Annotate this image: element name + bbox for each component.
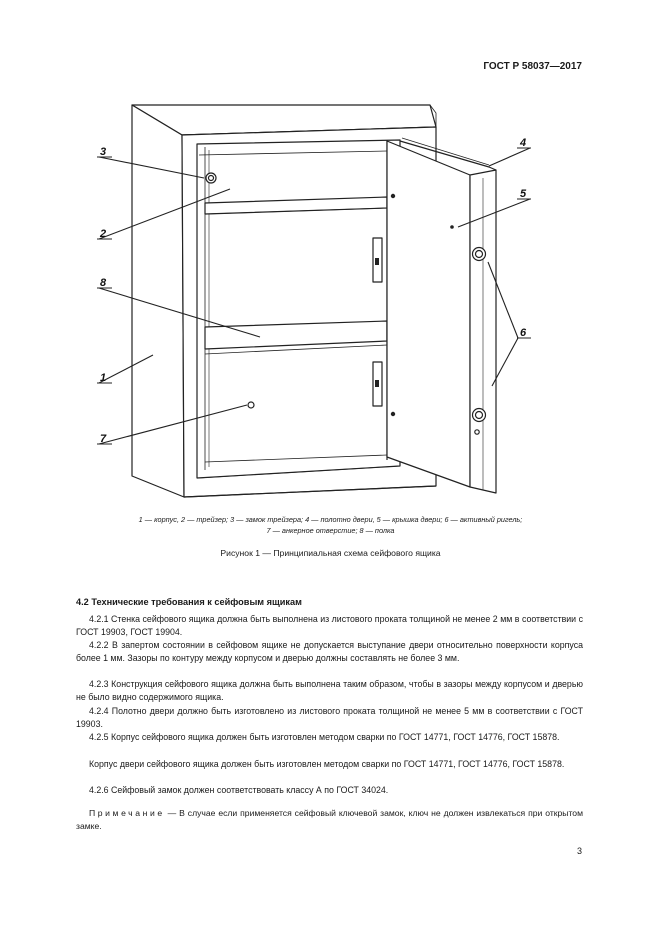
section-heading: 4.2 Технические требования к сейфовым ящикам (76, 597, 302, 607)
figure-legend (60, 514, 601, 536)
figure-legend-line-1: 1 — корпус, 2 — трейзер; 3 — замок трейзера; 4 — полотно двери, 5 — крышка двери; 6 — активный ригель; (138, 515, 523, 524)
paragraph-4-2-4: 4.2.4 Полотно двери должно быть изготовлено из листового проката толщиной не менее 5 мм в соответствии с ГОСТ 19903. (76, 706, 583, 729)
callout-4: 4 (520, 137, 527, 149)
callout-3: 3 (100, 146, 107, 158)
paragraph-4-2-5: 4.2.5 Корпус сейфового ящика должен быть изготовлен методом сварки по ГОСТ 14771, ГОСТ 14776, ГОСТ 15878. (89, 732, 560, 742)
note-label: Примечание (89, 808, 165, 818)
callout-1: 1 (100, 372, 107, 384)
safe-box-diagram (80, 95, 540, 505)
document-code: ГОСТ Р 58037—2017 (483, 61, 582, 72)
paragraph-4-2-2: 4.2.2 В запертом состоянии в сейфовом ящике не допускается выступание двери относительно поверхности корпуса более 1 мм. Зазоры по контуру между корпусом и дверью должны составлять не более 3 мм. (76, 640, 583, 663)
figure-title: Рисунок 1 — Принципиальная схема сейфового ящика (220, 548, 441, 558)
note (76, 807, 583, 832)
callout-6: 6 (520, 327, 527, 339)
note-text: — В случае если применяется сейфовый ключевой замок, ключ не должен извлекаться при открытом замке. (76, 808, 583, 831)
paragraph-4-2-1: 4.2.1 Стенка сейфового ящика должна быть выполнена из листового проката толщиной не менее 2 мм в соответствии с ГОСТ 19903, ГОСТ 19904. (76, 614, 583, 637)
paragraph-4-2-5-cont: Корпус двери сейфового ящика должен быть изготовлен методом сварки по ГОСТ 14771, ГОСТ 14776, ГОСТ 15878. (89, 759, 565, 769)
callout-8: 8 (100, 277, 107, 289)
figure-legend-line-2: 7 — анкерное отверстие; 8 — полка (266, 526, 395, 535)
paragraph-4-2-3: 4.2.3 Конструкция сейфового ящика должна быть выполнена таким образом, чтобы в зазоры между корпусом и дверью не было видно содержимого ящика. (76, 679, 583, 702)
page-number: 3 (577, 846, 583, 856)
callout-5: 5 (520, 188, 527, 200)
paragraph-4-2-6: 4.2.6 Сейфовый замок должен соответствовать классу А по ГОСТ 34024. (89, 785, 389, 795)
callout-7: 7 (100, 433, 107, 445)
callout-2: 2 (100, 228, 107, 240)
